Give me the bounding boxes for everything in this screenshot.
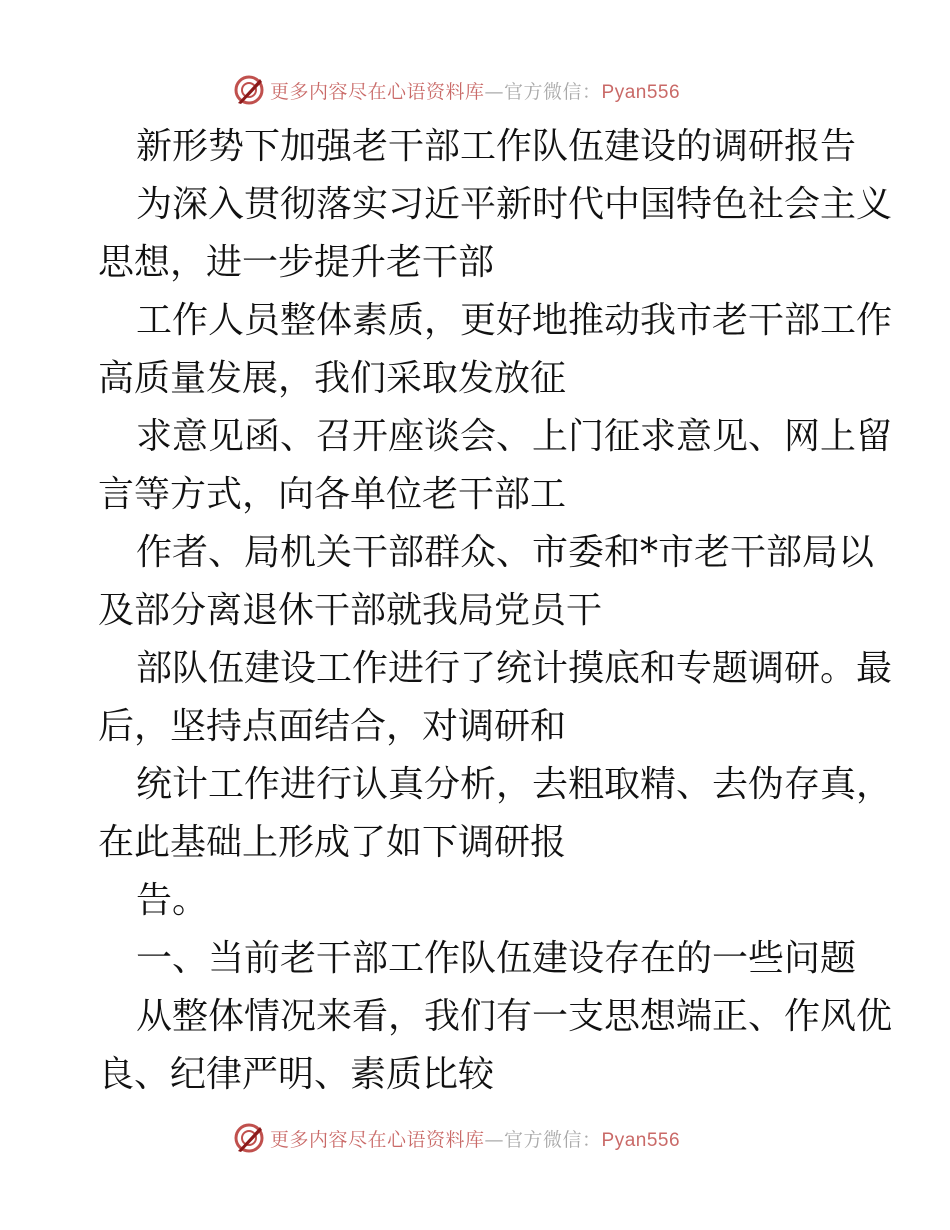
banner-text: 更多内容尽在心语资料库—官方微信：Pyan556 — [270, 1128, 681, 1151]
footer-banner — [232, 1118, 712, 1158]
paragraph-line: 后，坚持点面结合，对调研和 — [98, 706, 567, 747]
paragraph-line: 统计工作进行认真分析，去粗取精、去伪存真， — [136, 764, 893, 805]
header-banner — [232, 70, 712, 110]
paragraph-line: 作者、局机关干部群众、市委和*市老干部局以 — [136, 532, 875, 573]
paragraph-line: 为深入贯彻落实习近平新时代中国特色社会主义 — [136, 184, 893, 225]
banner-text: 更多内容尽在心语资料库—官方微信：Pyan556 — [270, 80, 681, 103]
paragraph-line: 及部分离退休干部就我局党员干 — [98, 590, 603, 631]
paragraph-line: 从整体情况来看，我们有一支思想端正、作风优 — [136, 996, 893, 1037]
paragraph-line: 求意见函、召开座谈会、上门征求意见、网上留 — [136, 416, 893, 457]
paragraph-line: 工作人员整体素质，更好地推动我市老干部工作 — [136, 300, 893, 341]
paragraph-line: 思想，进一步提升老干部 — [98, 242, 495, 283]
quill-logo-icon — [232, 73, 266, 107]
paragraph-line: 部队伍建设工作进行了统计摸底和专题调研。最 — [136, 648, 893, 689]
paragraph-line: 良、纪律严明、素质比较 — [98, 1054, 495, 1095]
paragraph-line: 高质量发展，我们采取发放征 — [98, 358, 567, 399]
section-heading: 一、当前老干部工作队伍建设存在的一些问题 — [136, 938, 857, 979]
paragraph-line: 告。 — [136, 880, 209, 921]
document-title: 新形势下加强老干部工作队伍建设的调研报告 — [136, 126, 857, 167]
quill-logo-icon — [232, 1121, 266, 1155]
paragraph-line: 言等方式，向各单位老干部工 — [98, 474, 567, 515]
paragraph-line: 在此基础上形成了如下调研报 — [98, 822, 567, 863]
document-body — [98, 118, 893, 1104]
